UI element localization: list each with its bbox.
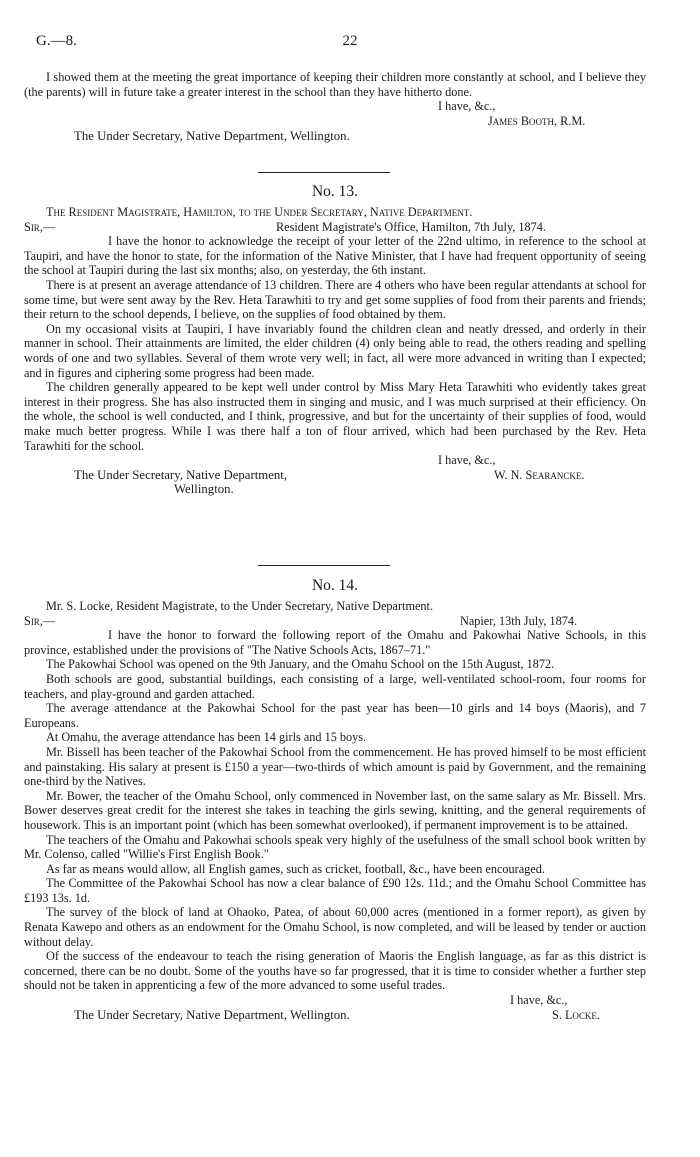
letter-12-tail [24, 70, 646, 144]
body-paragraph: At Omahu, the average attendance has been 14 girls and 15 boys. [46, 730, 367, 745]
addressee-city: Wellington. [174, 482, 234, 497]
letter-13 [24, 178, 646, 497]
closing-line [24, 993, 646, 1008]
section-divider [258, 172, 390, 173]
signatory: S. Locke. [552, 1007, 600, 1022]
salutation-line [24, 220, 646, 235]
addressee: The Under Secretary, Native Department, Wellington. [74, 1007, 350, 1022]
letter-subtitle: The Resident Magistrate, Hamilton, to the Under Secretary, Native Department. [46, 205, 473, 219]
signatory: James Booth, R.M. [488, 113, 586, 128]
closing-line [24, 99, 646, 114]
body-paragraph: The Committee of the Pakowhai School has now a clear balance of £90 12s. 11d.; and the Omahu School Committee has £193 13s. 1d. [24, 876, 646, 905]
section-divider [258, 565, 390, 566]
addressee: The Under Secretary, Native Department, Wellington. [74, 129, 350, 144]
salutation-line [24, 614, 646, 629]
salutation: Sir,— [24, 219, 56, 234]
salutation: Sir,— [24, 613, 56, 628]
addressee-signature-line [24, 468, 646, 483]
dateline: Napier, 13th July, 1874. [460, 613, 578, 628]
letter-heading: No. 14. [311, 577, 359, 594]
closing: I have, &c., [510, 993, 568, 1008]
letter-14 [24, 572, 646, 1022]
page-header [36, 33, 664, 51]
body-paragraph: Mr. Bissell has been teacher of the Pakowhai School from the commencement. He has proved himself to be most efficient and painstaking. His salary at present is £150 a year—two-thirds of which amount is paid by Government, and the remaining one-third by the Natives. [24, 744, 646, 789]
body-paragraph: On my occasional visits at Taupiri, I have invariably found the children clean and neatly dressed, and orderly in their manner in school. Their attainments are limited, the elder children (4) only being able to read, the others reading and spelling words of one and two syllables. Several of them wrote very well; in fact, all were more advanced in writing than I expected; and in figures and ciphering some progress had been made. [24, 321, 646, 380]
dateline: Resident Magistrate's Office, Hamilton, 7th July, 1874. [276, 219, 546, 234]
letter-subtitle: Mr. S. Locke, Resident Magistrate, to the Under Secretary, Native Department. [46, 599, 434, 613]
addressee: The Under Secretary, Native Department, [74, 467, 288, 482]
document-reference: G.—8. [36, 33, 77, 49]
body-paragraph: The Pakowhai School was opened on the 9th January, and the Omahu School on the 15th August, 1872. [46, 657, 555, 672]
addressee-signature-line [24, 1008, 646, 1023]
body-paragraph: The children generally appeared to be kept well under control by Miss Mary Heta Tarawhiti who evidently takes great interest in their progress. She has also instructed them in singing and music, and I was much surprised at their efficiency. On the whole, the school is well conducted, and I think, progressive, and but for the uncertainty of their supplies of food, would make much better progress. While I was there half a ton of flour arrived, which had been purchased by the Rev. Heta Tarawhiti for the school. [24, 380, 646, 453]
body-paragraph: Mr. Bower, the teacher of the Omahu School, only commenced in November last, on the same salary as Mr. Bissell. Mrs. Bower deserves great credit for the interest she takes in teaching the girls sewing, knitting, and the general requirements of housework. This is an important point (which has been somewhat overlooked), if permanent improvement is to be attained. [24, 788, 646, 832]
body-paragraph: The average attendance at the Pakowhai School for the past year has been—10 girls and 14 boys (Maoris), and 7 Europeans. [24, 701, 646, 730]
body-paragraph: The survey of the block of land at Ohaoko, Patea, of about 60,000 acres (mentioned in a former report), as given by Renata Kawepo and others as an endowment for the Omahu School, is now completed, and will be leased by tender or auction without delay. [24, 905, 646, 949]
letter-heading: No. 13. [311, 183, 359, 200]
body-paragraph: I have the honor to forward the following report of the Omahu and Pakowhai Native Schools, in this province, established under the provisions of "The Native Schools Acts, 1867–71." [24, 628, 646, 657]
page-number: 22 [342, 33, 358, 49]
closing: I have, &c., [438, 453, 496, 468]
signatory: W. N. Searancke. [494, 467, 585, 482]
body-paragraph: Of the success of the endeavour to teach the rising generation of Maoris the English language, as far as this district is concerned, there can be no doubt. Some of the youths have so far progressed, that it is time to consider whether a further step should not be taken in apprenticing a few of the more advanced to some useful trades. [24, 949, 646, 993]
body-paragraph: I have the honor to acknowledge the receipt of your letter of the 22nd ultimo, in reference to the school at Taupiri, and have the honor to state, for the information of the Native Minister, that I have had frequent opportunity of seeing the school at Taupiri during the last six months; also, on yesterday, the 6th instant. [24, 234, 646, 278]
addressee-city-line [24, 482, 646, 497]
body-paragraph: I showed them at the meeting the great importance of keeping their children more constantly at school, and I believe they (the parents) will in future take a greater interest in the school than they have hitherto done. [24, 70, 646, 99]
closing: I have, &c., [438, 99, 496, 114]
body-paragraph: There is at present an average attendance of 13 children. There are 4 others who have been regular attendants at school for some time, but were sent away by the Rev. Heta Tarawhiti to try and get some supplies of food from their parents and friends; their return to the school depends, I believe, on the supplies of food obtained by them. [24, 277, 646, 322]
body-paragraph: The teachers of the Omahu and Pakowhai schools speak very highly of the usefulness of the small school book written by Mr. Colenso, called "Willie's First English Book." [24, 832, 646, 862]
body-paragraph: Both schools are good, substantial buildings, each consisting of a large, well-ventilated school-room, four rooms for teachers, and play-ground and garden attached. [24, 671, 646, 701]
body-paragraph: As far as means would allow, all English games, such as cricket, football, &c., have been encouraged. [46, 861, 545, 876]
closing-line [24, 453, 646, 468]
addressee-line [24, 129, 646, 144]
signature-line [24, 114, 646, 129]
